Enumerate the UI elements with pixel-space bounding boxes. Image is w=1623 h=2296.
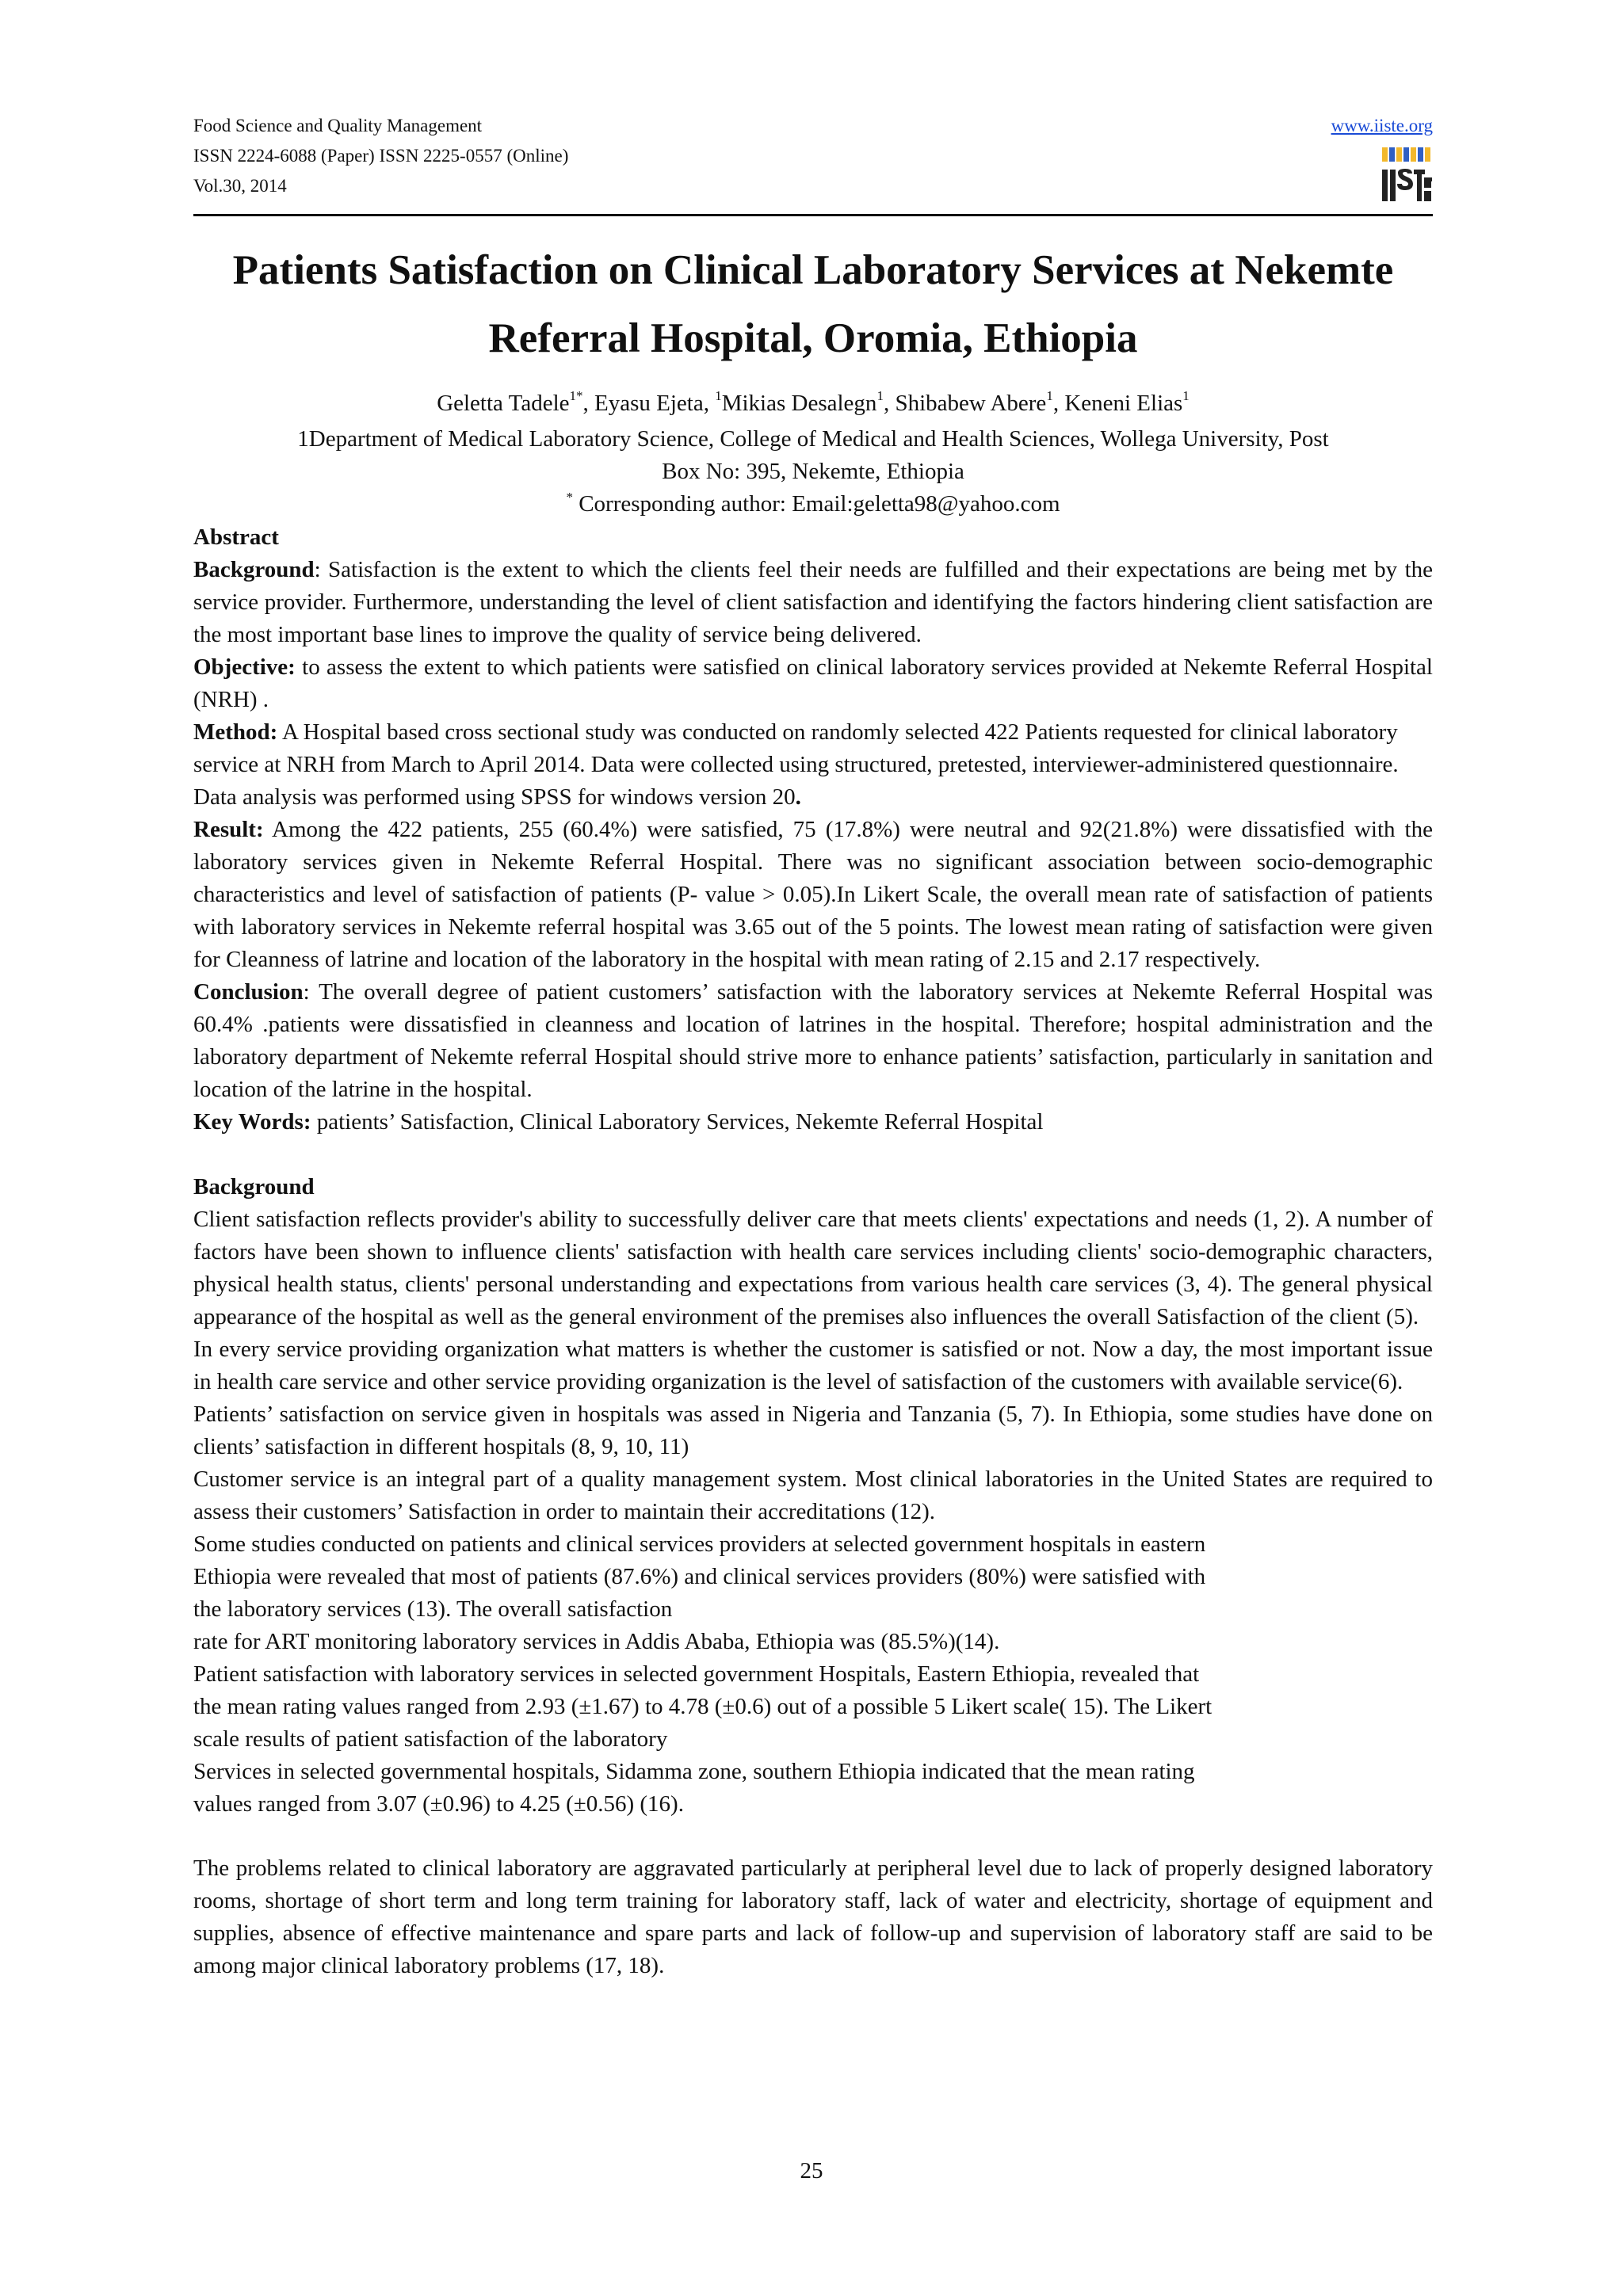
title-line-1: Patients Satisfaction on Clinical Laboratory Services at Nekemte: [232, 247, 1394, 293]
paper-title: [193, 236, 1433, 372]
background-paragraph: Patients’ satisfaction on service given in hospitals was assed in Nigeria and Tanzania (5, 7). In Ethiopia, some studies have done on clients’ satisfaction in different hospitals (8, 9, 10, 11): [193, 1402, 1433, 1459]
corresponding-email: Corresponding author: Email:geletta98@yahoo.com: [572, 491, 1060, 517]
background-paragraph: The problems related to clinical laboratory are aggravated particularly at peripheral level due to lack of properly designed laboratory rooms, shortage of short term and long term training for laboratory staff, lack of water and electricity, shortage of equipment and supplies, absence of effective maintenance and spare parts and lack of follow-up and supervision of laboratory staff are said to be among major clinical laboratory problems (17, 18).: [193, 1855, 1433, 1978]
header-rule: [193, 214, 1433, 216]
title-line-2: Referral Hospital, Oromia, Ethiopia: [488, 315, 1138, 361]
author-name: , Keneni Elias: [1052, 391, 1183, 416]
background-line: values ranged from 3.07 (±0.96) to 4.25 (±0.56) (16).: [193, 1791, 684, 1817]
author-affiliation-mark: 1: [1182, 388, 1190, 403]
background-line: scale results of patient satisfaction of the laboratory: [193, 1726, 668, 1752]
abstract-heading: Abstract: [193, 524, 279, 550]
background-line: Some studies conducted on patients and clinical services providers at selected government hospitals in eastern: [193, 1531, 1206, 1557]
abstract-conclusion: [193, 976, 1433, 1106]
paragraph-spacer: [193, 1821, 1433, 1852]
page-number: 25: [800, 2158, 823, 2183]
author-name: , Eyasu Ejeta,: [582, 391, 716, 416]
abstract-objective-text: to assess the extent to which patients were satisfied on clinical laboratory services provided at Nekemte Referral Hospital (NRH) .: [193, 654, 1433, 712]
keywords-text: patients’ Satisfaction, Clinical Laboratory Services, Nekemte Referral Hospital: [311, 1109, 1044, 1135]
abstract-method-end: .: [795, 784, 801, 810]
section-spacer: [193, 1138, 1433, 1171]
abstract-background-text: : Satisfaction is the extent to which the clients feel their needs are fulfilled and their expectations are being met by the service provider. Furthermore, understanding the level of client satisfaction and identifying the factors hindering client satisfaction are the most important base lines to improve the quality of service being delivered.: [193, 557, 1433, 647]
background-line: the laboratory services (13). The overall satisfaction: [193, 1596, 673, 1622]
background-paragraph: Client satisfaction reflects provider's ability to successfully deliver care that meets clients' expectations and needs (1, 2). A number of factors have been shown to influence clients' satisfaction with health care services including clients' socio-demographic characters, physical health status, clients' personal understanding and expectations from various health care services (3, 4). The general physical appearance of the hospital as well as the general environment of the premises also influences the overall Satisfaction of the client (5).: [193, 1207, 1433, 1329]
abstract-result-label: Result:: [193, 817, 264, 842]
abstract-background-label: Background: [193, 557, 315, 582]
journal-header: [193, 111, 1433, 201]
abstract-conclusion-label: Conclusion: [193, 979, 304, 1005]
journal-url-link[interactable]: www.iiste.org: [1331, 116, 1433, 135]
background-line: Services in selected governmental hospitals, Sidamma zone, southern Ethiopia indicated that the mean rating: [193, 1759, 1195, 1784]
background-line: Ethiopia were revealed that most of patients (87.6%) and clinical services providers (80%) were satisfied with: [193, 1564, 1206, 1589]
journal-volume: Vol.30, 2014: [193, 176, 287, 196]
background-heading: Background: [193, 1174, 315, 1199]
abstract-objective: [193, 651, 1433, 716]
abstract-result: [193, 814, 1433, 976]
background-paragraph: Customer service is an integral part of a quality management system. Most clinical laboratories in the United States are required to assess their customers’ Satisfaction in order to maintain their accreditations (12).: [193, 1466, 1433, 1524]
abstract-conclusion-text: : The overall degree of patient customers’ satisfaction with the laboratory services at Nekemte Referral Hospital was 60.4% .patients were dissatisfied in cleanness and location of latrines in the hospital. Therefore; hospital administration and the laboratory department of Nekemte referral Hospital should strive more to enhance patients’ satisfaction, particularly in sanitation and location of the latrine in the hospital.: [193, 979, 1433, 1102]
abstract-method-text: A Hospital based cross sectional study was conducted on randomly selected 422 Patients requested for clinical laboratory service at NRH from March to April 2014. Data were collected using structured, pretested, interviewer-administered questionnaire. Data analysis was performed using SPSS for windows version 20: [193, 719, 1399, 810]
abstract-keywords: [193, 1106, 1433, 1138]
affiliation: [193, 423, 1433, 488]
abstract-result-text: Among the 422 patients, 255 (60.4%) were satisfied, 75 (17.8%) were neutral and 92(21.8%) were dissatisfied with the laboratory services given in Nekemte Referral Hospital. There was no significant association between socio-demographic characteristics and level of satisfaction of patients (P- value > 0.05).In Likert Scale, the overall mean rate of satisfaction of patients with laboratory services in Nekemte referral hospital was 3.65 out of the 5 points. The lowest mean rating of satisfaction were given for Cleanness of latrine and location of the laboratory in the hospital with mean rating of 2.15 and 2.17 respectively.: [193, 817, 1433, 972]
affiliation-line-2: Box No: 395, Nekemte, Ethiopia: [662, 459, 964, 484]
abstract-background: [193, 554, 1433, 651]
affiliation-line-1: 1Department of Medical Laboratory Science, College of Medical and Health Sciences, Wollega University, Post: [297, 426, 1329, 452]
background-line: Patient satisfaction with laboratory services in selected government Hospitals, Eastern Ethiopia, revealed that: [193, 1661, 1200, 1687]
author-affiliation-mark: 1*: [569, 388, 583, 403]
background-paragraph: In every service providing organization what matters is whether the customer is satisfied or not. Now a day, the most important issue in health care service and other service providing organization is the level of satisfaction of the customers with available service(6).: [193, 1337, 1433, 1394]
journal-issn: ISSN 2224-6088 (Paper) ISSN 2225-0557 (Online): [193, 146, 569, 166]
corresponding-mark: *: [566, 490, 573, 505]
abstract-method-label: Method:: [193, 719, 278, 745]
background-line: the mean rating values ranged from 2.93 (±1.67) to 4.78 (±0.6) out of a possible 5 Likert scale( 15). The Likert: [193, 1694, 1212, 1719]
iiste-logo: [1381, 146, 1433, 204]
author-affiliation-mark: 1: [715, 388, 722, 403]
keywords-label: Key Words:: [193, 1109, 311, 1135]
corresponding-author: [193, 488, 1433, 521]
paper-body: [193, 521, 1433, 1982]
author-list: [193, 387, 1433, 420]
abstract-method: [193, 716, 1433, 814]
author-affiliation-mark: 1: [1046, 388, 1053, 403]
author-affiliation-mark: 1: [876, 388, 884, 403]
author-name: Mikias Desalegn: [721, 391, 877, 416]
author-name: Geletta Tadele: [437, 391, 570, 416]
abstract-objective-label: Objective:: [193, 654, 296, 680]
background-line: rate for ART monitoring laboratory services in Addis Ababa, Ethiopia was (85.5%)(14).: [193, 1629, 1000, 1654]
author-name: , Shibabew Abere: [883, 391, 1047, 416]
journal-name: Food Science and Quality Management: [193, 116, 483, 135]
